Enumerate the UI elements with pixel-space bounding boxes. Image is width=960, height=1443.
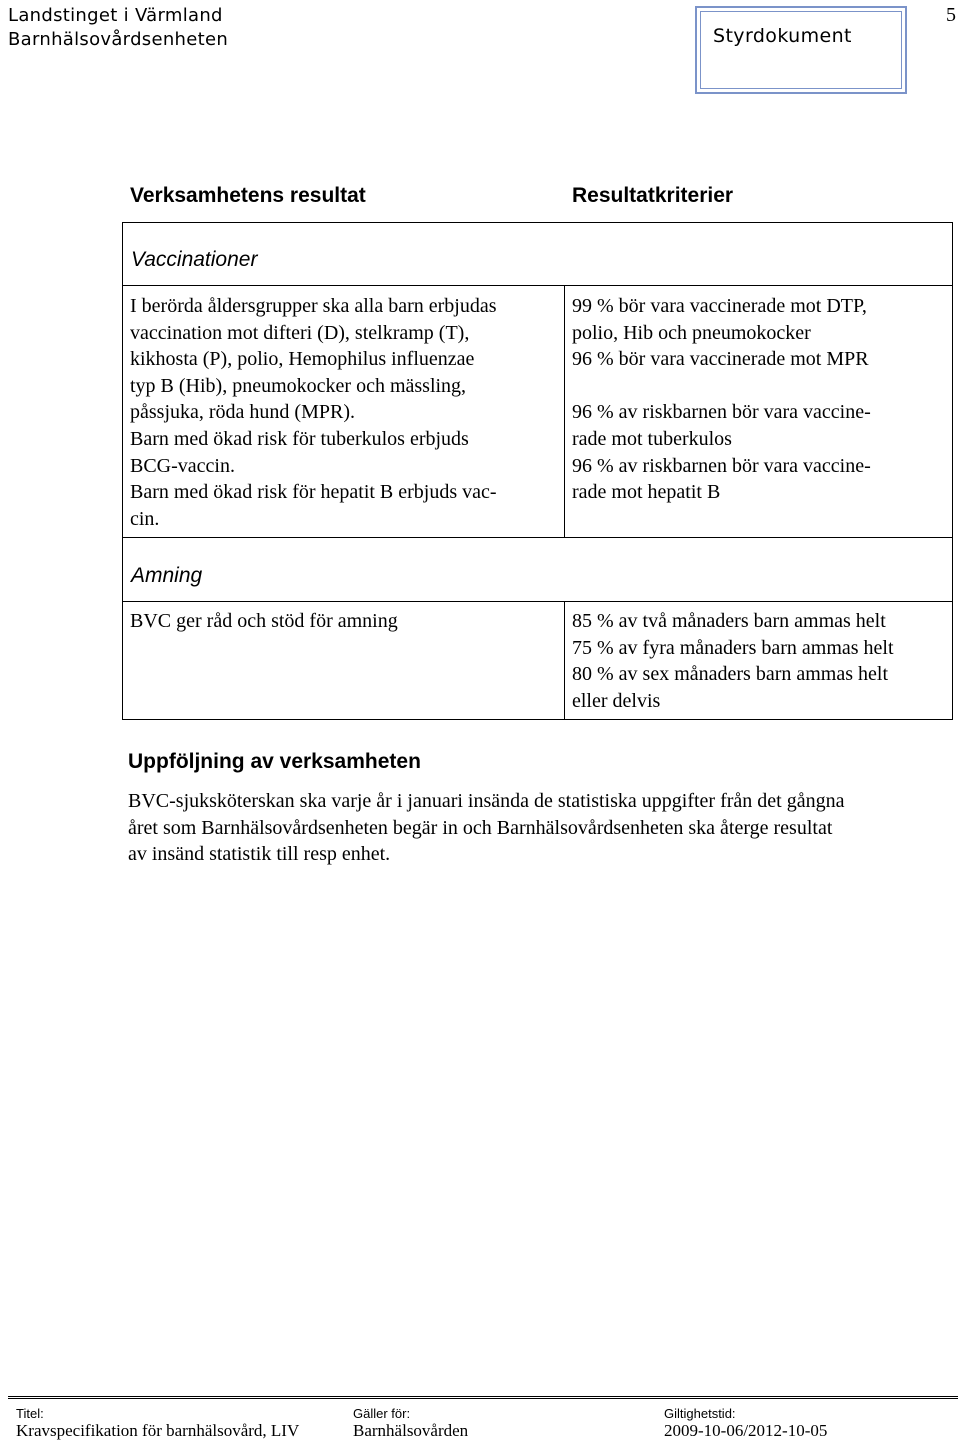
text-line: vaccination mot difteri (D), stelkramp (T),	[130, 321, 470, 344]
text-line: 85 % av två månaders barn ammas helt	[572, 610, 886, 632]
text-line: cin.	[130, 507, 160, 530]
text-line: I berörda åldersgrupper ska alla barn erbjudas	[130, 295, 497, 317]
vaccination-table-heading-rule	[122, 285, 953, 286]
text-line: BVC-sjuksköterskan ska varje år i januari insända de statistiska uppgifter från det gångna	[128, 790, 845, 812]
document-type-box	[695, 6, 907, 94]
text-line: året som Barnhälsovårdsenheten begär in och Barnhälsovårdsenheten ska återge resultat	[128, 816, 833, 839]
organization-name: Landstinget i Värmland	[8, 5, 223, 26]
text-line: rade mot hepatit B	[572, 481, 721, 504]
text-line: 80 % av sex månaders barn ammas helt	[572, 663, 889, 686]
page-number: 5	[946, 4, 956, 26]
text-line: BCG-vaccin.	[130, 454, 235, 477]
text-line: BVC ger råd och stöd för amning	[130, 610, 398, 632]
spacer	[572, 373, 871, 400]
text-line: polio, Hib och pneumokocker	[572, 321, 811, 344]
section-heading-amning: Amning	[131, 564, 203, 587]
text-line: 75 % av fyra månaders barn ammas helt	[572, 636, 894, 659]
text-line: rade mot tuberkulos	[572, 427, 732, 450]
document-type-label: Styrdokument	[713, 25, 852, 47]
footer-title-value: Kravspecifikation för barnhälsovård, LIV	[16, 1421, 300, 1440]
document-header	[8, 4, 228, 52]
text-line: typ B (Hib), pneumokocker och mässling,	[130, 374, 467, 397]
breastfeeding-description	[130, 608, 398, 635]
footer-applies-value: Barnhälsovården	[353, 1421, 469, 1440]
text-line: 96 % bör vara vaccinerade mot MPR	[572, 348, 869, 371]
column-heading-criteria: Resultatkriterier	[572, 184, 734, 207]
footer-title-label: Titel:	[16, 1406, 44, 1421]
vaccination-criteria	[572, 293, 871, 506]
breastfeeding-criteria	[572, 608, 894, 714]
text-line: 96 % av riskbarnen bör vara vaccine-	[572, 454, 871, 477]
column-heading-results: Verksamhetens resultat	[130, 184, 366, 207]
footer-applies-label: Gäller för:	[353, 1406, 411, 1421]
breastfeeding-table-column-divider	[564, 601, 565, 720]
breastfeeding-table-heading-rule	[122, 601, 953, 602]
footer-validity-label: Giltighetstid:	[664, 1406, 736, 1421]
text-line: 96 % av riskbarnen bör vara vaccine-	[572, 401, 871, 424]
section-heading-vaccinationer: Vaccinationer	[131, 248, 258, 271]
text-line: påssjuka, röda hund (MPR).	[130, 401, 355, 424]
text-line: kikhosta (P), polio, Hemophilus influenzae	[130, 348, 475, 371]
text-line: av insänd statistik till resp enhet.	[128, 843, 391, 866]
text-line: Barn med ökad risk för hepatit B erbjuds vac-	[130, 481, 497, 504]
footer-rule	[8, 1396, 958, 1399]
text-line: 99 % bör vara vaccinerade mot DTP,	[572, 295, 867, 317]
section-heading-uppfoljning: Uppföljning av verksamheten	[128, 750, 421, 773]
vaccination-description	[130, 293, 497, 532]
vaccination-table-column-divider	[564, 285, 565, 538]
follow-up-paragraph	[128, 788, 844, 868]
text-line: Barn med ökad risk för tuberkulos erbjuds	[130, 427, 469, 450]
department-name: Barnhälsovårdsenheten	[8, 29, 229, 50]
text-line: eller delvis	[572, 689, 661, 712]
document-type-box-inner-border	[700, 11, 902, 89]
footer-validity-value: 2009-10-06/2012-10-05	[664, 1421, 828, 1440]
